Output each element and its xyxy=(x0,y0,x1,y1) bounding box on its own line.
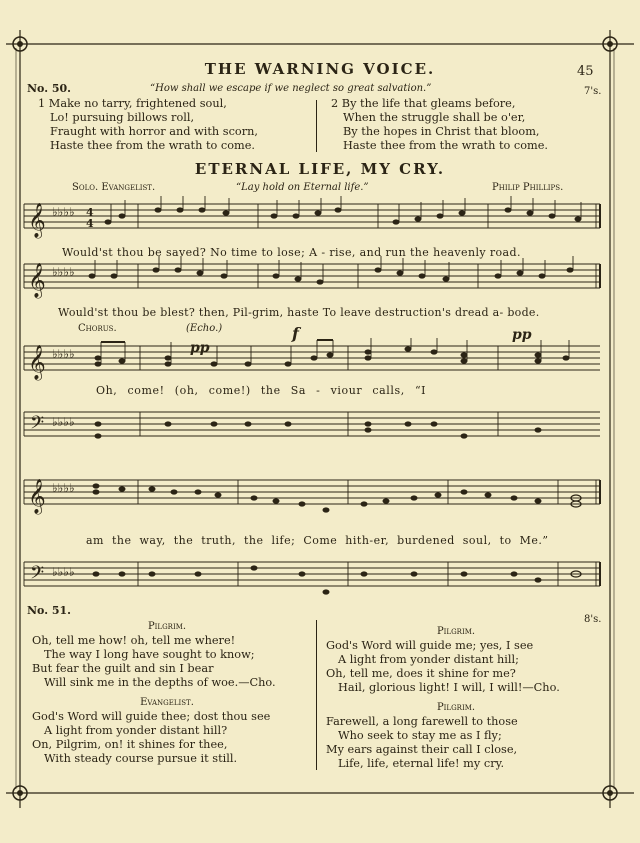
svg-text:♭♭♭♭: ♭♭♭♭ xyxy=(52,415,75,429)
staff-system-3-bass xyxy=(18,402,608,452)
verse-line: Who seek to stay me as I fly; xyxy=(338,729,502,742)
svg-text:♭♭♭♭: ♭♭♭♭ xyxy=(52,265,75,279)
song-epigraph: “Lay hold on Eternal life.” xyxy=(236,182,369,193)
stanza-heading: Pilgrim. xyxy=(436,702,476,713)
verse-line: Haste thee from the wrath to come. xyxy=(50,139,256,152)
staff-system-3-treble xyxy=(18,338,608,384)
verse-line: With steady course pursue it still. xyxy=(44,752,238,765)
svg-text:♭♭♭♭: ♭♭♭♭ xyxy=(52,565,75,579)
treble-clef-icon: 𝄞 xyxy=(28,479,46,514)
dynamic-pp: pp xyxy=(190,340,210,356)
treble-clef-icon: 𝄞 xyxy=(28,345,46,380)
verse-line: But fear the guilt and sin I bear xyxy=(32,662,214,675)
hymn51-meter: 8's. xyxy=(584,614,602,625)
verse-line: God's Word will guide me; yes, I see xyxy=(326,639,534,652)
lyrics-line-2: Would'st thou be blest? then, Pil-grim, haste To leave destruction's dread a- bode. xyxy=(58,306,540,319)
verse-line: My ears against their call I close, xyxy=(326,743,518,756)
stanza-heading: Pilgrim. xyxy=(147,621,187,632)
staff-system-4-treble xyxy=(18,472,608,522)
verse-line: On, Pilgrim, on! it shines for thee, xyxy=(32,738,228,751)
svg-text:♭♭♭♭: ♭♭♭♭ xyxy=(52,205,75,219)
hymn50-number: No. 50. xyxy=(27,82,71,95)
chorus-label: Chorus. xyxy=(78,323,117,334)
hymn50-verse2 xyxy=(331,97,548,153)
song-composer: Philip Phillips. xyxy=(492,182,564,193)
verse-line: Lo! pursuing billows roll, xyxy=(50,111,195,124)
chorus-lyrics-1: Oh, come! (oh, come!) the Sa - viour calls, “I xyxy=(96,384,427,397)
hymn51-left-column xyxy=(32,620,302,766)
verse-line: A light from yonder distant hill? xyxy=(44,724,228,737)
staff-system-1 xyxy=(18,196,608,242)
verse-line: 1 Make no tarry, frightened soul, xyxy=(38,97,227,110)
verse-line: Haste thee from the wrath to come. xyxy=(343,139,549,152)
verse-line: Farewell, a long farewell to those xyxy=(326,715,518,728)
verse-line: God's Word will guide thee; dost thou see xyxy=(32,710,271,723)
hymn50-meter: 7's. xyxy=(584,86,602,97)
column-divider xyxy=(316,100,317,152)
svg-text:4: 4 xyxy=(86,217,94,230)
page-number: 45 xyxy=(577,64,594,79)
treble-clef-icon: 𝄞 xyxy=(28,203,46,238)
dynamic-pp-2: pp xyxy=(512,327,532,343)
svg-text:♭♭♭♭: ♭♭♭♭ xyxy=(52,347,75,361)
verse-line: Oh, tell me how! oh, tell me where! xyxy=(32,634,236,647)
treble-clef-icon: 𝄞 xyxy=(28,263,46,298)
verse-line: 2 By the life that gleams before, xyxy=(331,97,516,110)
stanza-heading: Pilgrim. xyxy=(436,626,476,637)
verse-line: Fraught with horror and with scorn, xyxy=(50,125,258,138)
verse-line: A light from yonder distant hill; xyxy=(338,653,519,666)
stanza-heading: Evangelist. xyxy=(140,697,194,708)
verse-line: The way I long have sought to know; xyxy=(44,648,255,661)
lyrics-line-1: Would'st thou be saved? No time to lose; A - rise, and run the heavenly road. xyxy=(62,246,521,259)
verse-line: By the hopes in Christ that bloom, xyxy=(343,125,540,138)
svg-text:♭♭♭♭: ♭♭♭♭ xyxy=(52,481,75,495)
hymn51-number: No. 51. xyxy=(27,604,71,617)
song-part: Solo. Evangelist. xyxy=(72,182,156,193)
bass-clef-icon: 𝄢 xyxy=(30,563,45,588)
dynamic-f: f xyxy=(292,324,299,343)
verse-line: Life, life, eternal life! my cry. xyxy=(338,757,505,770)
hymn51-right-column xyxy=(326,625,586,771)
echo-label: (Echo.) xyxy=(186,323,223,334)
verse-line: Will sink me in the depths of woe.—Cho. xyxy=(44,676,276,689)
verse-line: Oh, tell me, does it shine for me? xyxy=(326,667,516,680)
hymn50-title: THE WARNING VOICE. xyxy=(204,60,436,78)
chorus-lyrics-2: am the way, the truth, the life; Come hith-er, burdened soul, to Me.” xyxy=(86,534,549,547)
svg-text:4: 4 xyxy=(86,206,94,219)
song-title: ETERNAL LIFE, MY CRY. xyxy=(194,160,446,178)
hymn50-verse1 xyxy=(38,97,258,153)
staff-system-4-bass xyxy=(18,552,608,608)
verse-line: When the struggle shall be o'er, xyxy=(343,111,526,124)
staff-system-2 xyxy=(18,256,608,302)
hymn50-subtitle: “How shall we escape if we neglect so great salvation.” xyxy=(150,83,432,94)
column-divider xyxy=(316,620,317,770)
bass-clef-icon: 𝄢 xyxy=(30,413,45,438)
verse-line: Hail, glorious light! I will, I will!—Cho. xyxy=(338,681,560,694)
